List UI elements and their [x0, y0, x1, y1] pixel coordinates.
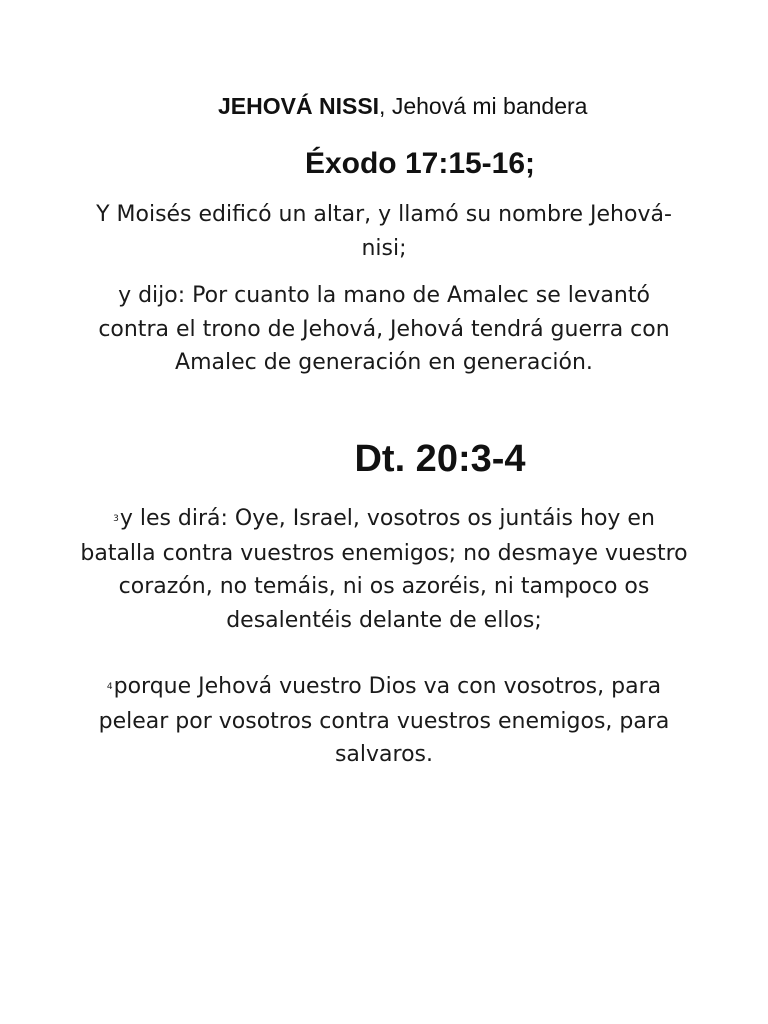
- page-title: [218, 89, 587, 123]
- verse-exodus-15: Y Moisés edificó un altar, y llamó su nombre Jehová- nisi;: [96, 202, 672, 261]
- scripture-reference-deuteronomy: Dt. 20:3-4: [354, 438, 526, 480]
- scripture-reference-exodus: Éxodo 17:15-16;: [304, 147, 536, 180]
- verse-text: y les dirá: Oye, Israel, vosotros os juntáis hoy en batalla contra vuestros enemigos; no desmaye vuestro corazón, no temáis, ni os azoréis, ni tampoco os desalentéis delante de ellos;: [80, 506, 688, 633]
- verse-text: porque Jehová vuestro Dios va con vosotros, para pelear por vosotros contra vuestros enemigos, para salvaros.: [98, 674, 670, 767]
- verse-deuteronomy-3: [80, 502, 688, 637]
- verse-deuteronomy-4: [80, 670, 688, 772]
- title-name: JEHOVÁ NISSI: [218, 93, 380, 119]
- verse-number: 3: [113, 514, 119, 524]
- title-subtitle: , Jehová mi bandera: [379, 93, 588, 119]
- verse-number: 4: [106, 682, 113, 692]
- verse-exodus-16: y dijo: Por cuanto la mano de Amalec se levantó contra el trono de Jehová, Jehová tendrá guerra con Amalec de generación en generación.: [98, 283, 670, 375]
